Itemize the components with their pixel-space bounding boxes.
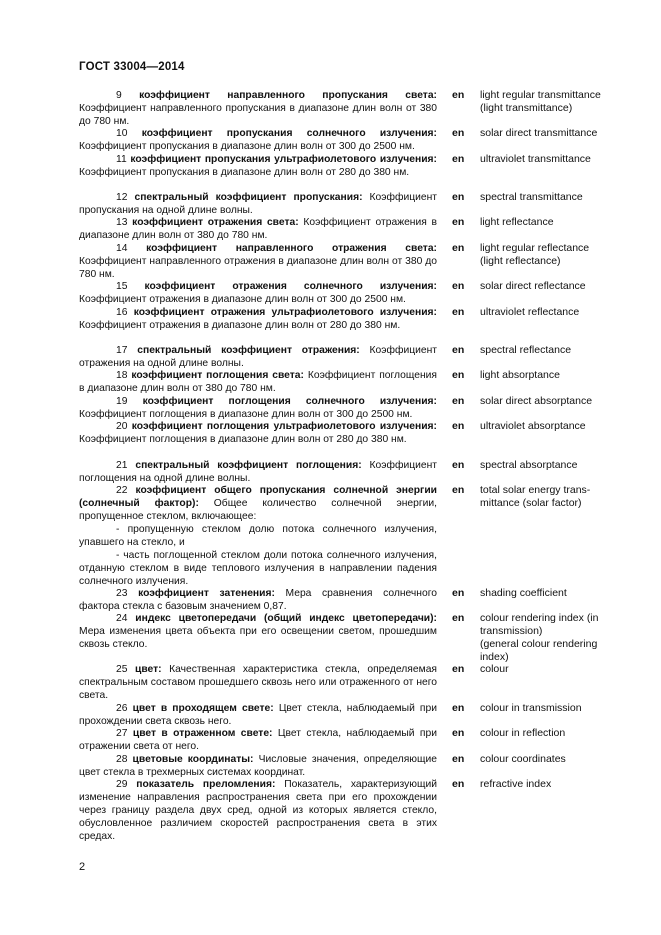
- term-number: 20: [116, 421, 128, 432]
- english-equivalent: spectral absorptance: [480, 459, 578, 471]
- term-definition: [79, 153, 437, 179]
- english-equivalent: ultraviolet transmittance: [480, 153, 591, 165]
- term-number: 10: [116, 128, 128, 139]
- term-text: Коэффициент пропускания в диапазоне длин волн от 300 до 2500 нм.: [79, 141, 415, 152]
- term-name: коэффициент отражения солнечного излучения:: [144, 281, 437, 292]
- term-number: 17: [116, 345, 128, 356]
- term-number: 11: [116, 154, 127, 165]
- term-name: цвет:: [135, 664, 162, 675]
- language-code: en: [452, 459, 465, 471]
- english-equivalent: solar direct transmittance: [480, 127, 598, 139]
- term-name: коэффициент поглощения света:: [131, 370, 304, 381]
- term-name: коэффициент направленного отражения света:: [146, 243, 437, 254]
- language-code: en: [452, 702, 465, 714]
- language-code: en: [452, 306, 465, 318]
- term-name: коэффициент затенения:: [138, 588, 275, 599]
- term-definition: [79, 191, 437, 217]
- term-name: показатель преломления:: [136, 779, 276, 790]
- term-number: 29: [116, 779, 128, 790]
- english-equivalent: colour: [480, 663, 509, 675]
- english-equivalent: refractive index: [480, 778, 552, 790]
- term-text: Числовые значения, определяющие цвет стекла в трехмерных системах координат.: [79, 754, 437, 778]
- term-definition: [79, 127, 437, 153]
- language-code: en: [452, 663, 465, 675]
- term-definition: [79, 89, 437, 128]
- standard-header: ГОСТ 33004—2014: [79, 61, 185, 73]
- term-definition: [79, 587, 437, 613]
- term-definition: [79, 727, 437, 753]
- english-equivalent: colour in reflection: [480, 727, 566, 739]
- term-name: коэффициент пропускания солнечного излучения:: [141, 128, 437, 139]
- term-number: 26: [116, 703, 128, 714]
- term-text: Коэффициент отражения в диапазоне длин волн от 380 до 780 нм.: [79, 217, 437, 241]
- term-text: Коэффициент поглощения на одной длине волны.: [79, 460, 437, 484]
- language-code: en: [452, 612, 465, 624]
- language-code: en: [452, 191, 465, 203]
- term-definition: [79, 395, 437, 421]
- language-code: en: [452, 727, 465, 739]
- term-number: 19: [116, 396, 128, 407]
- term-definition: [79, 216, 437, 242]
- term-subitem: - часть поглощенной стеклом доли потока солнечного излучения, отданную стеклом в виде теплового излучения в направлении падения солнечного излучения.: [79, 550, 437, 587]
- term-text: Общее количество солнечной энергии, пропущенное стеклом, включающее:: [79, 498, 437, 522]
- term-name: цвет в проходящем свете:: [132, 703, 274, 714]
- term-text: Коэффициент поглощения в диапазоне длин волн от 280 до 380 нм.: [79, 434, 407, 445]
- english-equivalent: colour in transmission: [480, 702, 582, 714]
- english-equivalent: spectral transmittance: [480, 191, 583, 203]
- term-definition: [79, 306, 437, 332]
- term-number: 13: [116, 217, 128, 228]
- term-number: 12: [116, 192, 128, 203]
- term-text: Коэффициент отражения в диапазоне длин волн от 300 до 2500 нм.: [79, 294, 406, 305]
- term-definition: [79, 280, 437, 306]
- term-text: Коэффициент отражения в диапазоне длин волн от 280 до 380 нм.: [79, 320, 401, 331]
- term-text: Качественная характеристика стекла, определяемая спектральным составом прошедшего сквозь него или отраженного от него света.: [79, 664, 437, 701]
- english-equivalent: light absorptance: [480, 369, 560, 381]
- term-text: Коэффициент поглощения в диапазоне длин волн от 380 до 780 нм.: [79, 370, 437, 394]
- term-name: коэффициент пропускания ультрафиолетового излучения:: [130, 154, 437, 165]
- term-text: Коэффициент пропускания на одной длине волны.: [79, 192, 437, 216]
- term-name: спектральный коэффициент отражения:: [137, 345, 360, 356]
- term-definition: [79, 753, 437, 779]
- english-equivalent: light regular transmittance (light transmittance): [480, 89, 601, 114]
- term-definition: [79, 369, 437, 395]
- page-number: 2: [79, 861, 86, 873]
- term-name: коэффициент направленного пропускания света:: [139, 90, 437, 101]
- english-equivalent: ultraviolet reflectance: [480, 306, 580, 318]
- english-equivalent: spectral reflectance: [480, 344, 572, 356]
- term-text: Коэффициент отражения на одной длине волны.: [79, 345, 437, 369]
- term-definition: [79, 484, 437, 588]
- language-code: en: [452, 484, 465, 496]
- language-code: en: [452, 778, 465, 790]
- term-definition: [79, 702, 437, 728]
- term-name: индекс цветопередачи (общий индекс цветопередачи):: [135, 613, 437, 624]
- language-code: en: [452, 280, 465, 292]
- term-number: 18: [116, 370, 128, 381]
- term-name: коэффициент отражения света:: [132, 217, 299, 228]
- term-number: 14: [116, 243, 128, 254]
- term-definition: [79, 242, 437, 281]
- term-number: 16: [116, 307, 128, 318]
- english-equivalent: light reflectance: [480, 216, 554, 228]
- english-equivalent: colour coordinates: [480, 753, 566, 765]
- term-text: Показатель, характеризующий изменение направления распространения света при его прохождении через границу раздела двух сред, одной из которых является стекло, обусловленное различием скоростей распространения света в этих средах.: [79, 779, 437, 842]
- language-code: en: [452, 153, 465, 165]
- language-code: en: [452, 587, 465, 599]
- term-name: коэффициент поглощения ультрафиолетового излучения:: [131, 421, 437, 432]
- term-number: 9: [116, 90, 122, 101]
- term-text: Коэффициент поглощения в диапазоне длин волн от 300 до 2500 нм.: [79, 409, 413, 420]
- term-number: 21: [116, 460, 128, 471]
- term-text: Мера изменения цвета объекта при его освещении светом, прошедшим сквозь стекло.: [79, 626, 437, 650]
- english-equivalent: total solar energy trans- mittance (solar factor): [480, 484, 591, 509]
- term-number: 22: [116, 485, 128, 496]
- term-subitem: - пропущенную стеклом долю потока солнечного излучения, упавшего на стекло, и: [79, 524, 437, 548]
- term-name: цвет в отраженном свете:: [132, 728, 273, 739]
- term-number: 23: [116, 588, 128, 599]
- term-name: спектральный коэффициент поглощения:: [135, 460, 362, 471]
- term-text: Коэффициент направленного отражения в диапазоне длин волн от 380 до 780 нм.: [79, 256, 437, 280]
- term-number: 28: [116, 754, 128, 765]
- term-number: 27: [116, 728, 128, 739]
- term-definition: [79, 663, 437, 702]
- term-name: цветовые координаты:: [132, 754, 254, 765]
- term-definition: [79, 344, 437, 370]
- term-number: 24: [116, 613, 128, 624]
- term-text: Мера сравнения солнечного фактора стекла с базовым значением 0,87.: [79, 588, 437, 612]
- term-number: 15: [116, 281, 128, 292]
- term-definition: [79, 778, 437, 843]
- english-equivalent: light regular reflectance (light reflectance): [480, 242, 590, 267]
- english-equivalent: shading coefficient: [480, 587, 567, 599]
- english-equivalent: colour rendering index (in transmission) (general colour rendering index): [480, 612, 599, 663]
- term-definition: [79, 612, 437, 651]
- language-code: en: [452, 127, 465, 139]
- language-code: en: [452, 344, 465, 356]
- language-code: en: [452, 89, 465, 101]
- term-definition: [79, 459, 437, 485]
- term-name: спектральный коэффициент пропускания:: [134, 192, 363, 203]
- term-text: Коэффициент пропускания в диапазоне длин волн от 280 до 380 нм.: [79, 167, 410, 178]
- language-code: en: [452, 420, 465, 432]
- term-name: коэффициент отражения ультрафиолетового излучения:: [133, 307, 437, 318]
- language-code: en: [452, 395, 465, 407]
- language-code: en: [452, 753, 465, 765]
- term-text: Коэффициент направленного пропускания в диапазоне длин волн от 380 до 780 нм.: [79, 103, 437, 127]
- language-code: en: [452, 216, 465, 228]
- english-equivalent: ultraviolet absorptance: [480, 420, 586, 432]
- language-code: en: [452, 242, 465, 254]
- term-text: Цвет стекла, наблюдаемый при прохождении света сквозь него.: [79, 703, 437, 727]
- language-code: en: [452, 369, 465, 381]
- term-text: Цвет стекла, наблюдаемый при отражении света от него.: [79, 728, 437, 752]
- english-equivalent: solar direct reflectance: [480, 280, 586, 292]
- term-number: 25: [116, 664, 128, 675]
- term-name: коэффициент общего пропускания солнечной энергии (солнечный фактор):: [79, 485, 437, 509]
- term-name: коэффициент поглощения солнечного излучения:: [142, 396, 437, 407]
- term-definition: [79, 420, 437, 446]
- english-equivalent: solar direct absorptance: [480, 395, 593, 407]
